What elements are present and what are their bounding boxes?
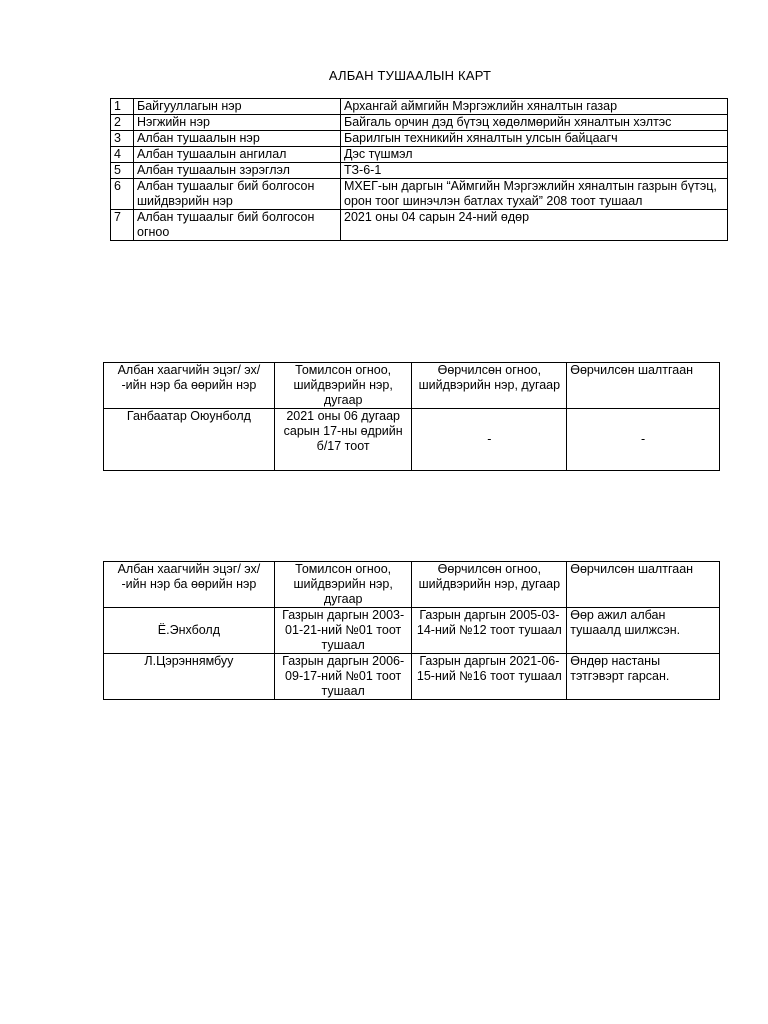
page-title: АЛБАН ТУШААЛЫН КАРТ	[328, 68, 492, 83]
cell-reason: Өндөр настаны тэтгэвэрт гарсан.	[567, 654, 720, 700]
row-label: Байгууллагын нэр	[134, 99, 341, 115]
row-label: Албан тушаалыг бий болгосон шийдвэрийн нэр	[134, 179, 341, 210]
table-header-row	[104, 562, 720, 608]
row-value: ТЗ-6-1	[341, 163, 728, 179]
header-cell-appointed: Томилсон огноо, шийдвэрийн нэр, дугаар	[274, 562, 412, 608]
table-row	[111, 179, 728, 210]
table-row	[111, 163, 728, 179]
table-row	[111, 131, 728, 147]
row-label: Нэгжийн нэр	[134, 115, 341, 131]
cell-changed: Газрын даргын 2021-06-15-ний №16 тоот тушаал	[412, 654, 567, 700]
row-label: Албан тушаалын нэр	[134, 131, 341, 147]
row-label: Албан тушаалыг бий болгосон огноо	[134, 210, 341, 241]
row-label: Албан тушаалын ангилал	[134, 147, 341, 163]
employee-history-table-2	[103, 561, 720, 700]
row-number: 2	[111, 115, 134, 131]
cell-reason: -	[567, 409, 720, 471]
cell-name: Ганбаатар Оюунболд	[104, 409, 275, 471]
table-row	[104, 608, 720, 654]
row-number: 5	[111, 163, 134, 179]
table-row	[104, 654, 720, 700]
header-cell-changed: Өөрчилсөн огноо, шийдвэрийн нэр, дугаар	[412, 363, 567, 409]
table-header-row	[104, 363, 720, 409]
cell-name: Л.Цэрэннямбуу	[104, 654, 275, 700]
row-number: 1	[111, 99, 134, 115]
cell-changed: Газрын даргын 2005-03-14-ний №12 тоот тушаал	[412, 608, 567, 654]
table-row	[111, 210, 728, 241]
row-value: Барилгын техникийн хяналтын улсын байцаагч	[341, 131, 728, 147]
table-row	[111, 99, 728, 115]
table-row	[111, 115, 728, 131]
row-value: Байгаль орчин дэд бүтэц хөдөлмөрийн хяналтын хэлтэс	[341, 115, 728, 131]
position-card-table	[110, 98, 728, 241]
cell-appointed: 2021 оны 06 дугаар сарын 17-ны өдрийн б/17 тоот	[274, 409, 412, 471]
row-number: 4	[111, 147, 134, 163]
header-cell-appointed: Томилсон огноо, шийдвэрийн нэр, дугаар	[274, 363, 412, 409]
cell-reason: Өөр ажил албан тушаалд шилжсэн.	[567, 608, 720, 654]
row-number: 3	[111, 131, 134, 147]
row-value: Дэс түшмэл	[341, 147, 728, 163]
table-row	[104, 409, 720, 471]
employee-history-table-1	[103, 362, 720, 471]
cell-appointed: Газрын даргын 2006-09-17-ний №01 тоот тушаал	[274, 654, 412, 700]
row-number: 7	[111, 210, 134, 241]
cell-name: Ё.Энхболд	[104, 608, 275, 654]
row-label: Албан тушаалын зэрэглэл	[134, 163, 341, 179]
row-value: 2021 оны 04 сарын 24-ний өдөр	[341, 210, 728, 241]
header-cell-reason: Өөрчилсөн шалтгаан	[567, 363, 720, 409]
table-row	[111, 147, 728, 163]
cell-changed: -	[412, 409, 567, 471]
cell-appointed: Газрын даргын 2003-01-21-ний №01 тоот тушаал	[274, 608, 412, 654]
row-value: МХЕГ-ын даргын “Аймгийн Мэргэжлийн хяналтын газрын бүтэц, орон тоог шинэчлэн батлах тухай” 208 тоот тушаал	[341, 179, 728, 210]
header-cell-name: Албан хаагчийн эцэг/ эх/ -ийн нэр ба өөрийн нэр	[104, 562, 275, 608]
header-cell-changed: Өөрчилсөн огноо, шийдвэрийн нэр, дугаар	[412, 562, 567, 608]
header-cell-name: Албан хаагчийн эцэг/ эх/ -ийн нэр ба өөрийн нэр	[104, 363, 275, 409]
header-cell-reason: Өөрчилсөн шалтгаан	[567, 562, 720, 608]
row-number: 6	[111, 179, 134, 210]
row-value: Архангай аймгийн Мэргэжлийн хяналтын газар	[341, 99, 728, 115]
